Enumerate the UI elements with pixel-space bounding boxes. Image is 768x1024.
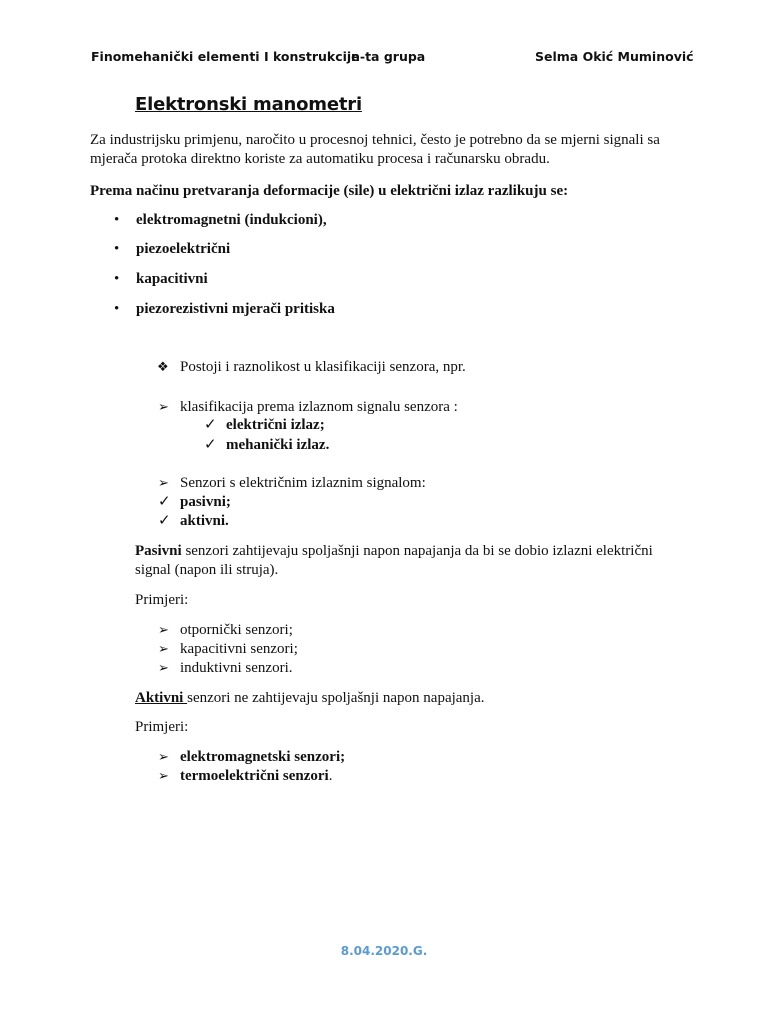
arrow-bullet-icon: ➢: [158, 622, 169, 637]
bullet-icon: •: [114, 212, 120, 228]
arrow-bullet-icon: ➢: [158, 399, 169, 414]
active-paragraph: [135, 688, 485, 708]
list-item: elektromagnetski senzori;: [180, 749, 346, 765]
diamond-item-text: Postoji i raznolikost u klasifikaciji senzora, npr.: [180, 359, 466, 375]
list-item: mehanički izlaz.: [226, 437, 330, 453]
list-item: kapacitivni: [136, 271, 208, 287]
list-item: otpornički senzori;: [180, 622, 293, 638]
intro-line-2: mjerača protoka direktno koriste za automatiku procesa i računarsku obradu.: [90, 151, 550, 167]
list-item: električni izlaz;: [226, 417, 325, 433]
list-item: kapacitivni senzori;: [180, 641, 298, 657]
active-description: senzori ne zahtijevaju spoljašnji napon napajanja.: [187, 690, 485, 706]
intro-line-1: Za industrijsku primjenu, naročito u procesnoj tehnici, često je potrebno da se mjerni signali sa: [90, 132, 660, 148]
active-term: Aktivni: [135, 690, 188, 706]
output-signal-label: klasifikacija prema izlaznom signalu senzora :: [180, 399, 458, 415]
bullet-icon: •: [114, 271, 120, 287]
electric-sensors-label: Senzori s električnim izlaznim signalom:: [180, 475, 426, 491]
list-item: pasivni;: [180, 494, 231, 510]
active-examples-label: Primjeri:: [135, 719, 189, 735]
check-icon: ✓: [158, 494, 171, 510]
arrow-bullet-icon: ➢: [158, 641, 169, 656]
page-title: Elektronski manometri: [135, 94, 362, 115]
list-item: aktivni.: [180, 513, 229, 529]
check-icon: ✓: [158, 513, 171, 529]
list-item: elektromagnetni (indukcioni),: [136, 212, 327, 228]
header-course: Finomehanički elementi I konstrukcije: [91, 49, 360, 64]
header-group: n-ta grupa: [351, 49, 426, 64]
arrow-bullet-icon: ➢: [158, 660, 169, 675]
list-item: induktivni senzori.: [180, 660, 293, 676]
bullet-icon: •: [114, 241, 120, 257]
passive-paragraph-line-2: signal (napon ili struja).: [135, 562, 279, 578]
list-item: piezoelektrični: [136, 241, 231, 257]
check-icon: ✓: [204, 437, 217, 453]
bullet-icon: •: [114, 301, 120, 317]
list-item: piezorezistivni mjerači pritiska: [136, 301, 335, 317]
passive-description: senzori zahtijevaju spoljašnji napon napajanja da bi se dobio izlazni električni: [181, 543, 653, 559]
footer-date: 8.04.2020.G.: [340, 944, 428, 958]
check-icon: ✓: [204, 417, 217, 433]
arrow-bullet-icon: ➢: [158, 749, 169, 764]
list-item-text: termoelektrični senzori: [180, 768, 329, 784]
passive-paragraph-line-1: [135, 541, 653, 561]
arrow-bullet-icon: ➢: [158, 768, 169, 783]
list-item: [180, 766, 332, 786]
diamond-bullet-icon: ❖: [157, 359, 169, 374]
list-item-period: .: [328, 768, 333, 784]
passive-term: Pasivni: [135, 543, 182, 559]
passive-examples-label: Primjeri:: [135, 592, 189, 608]
arrow-bullet-icon: ➢: [158, 475, 169, 490]
classification-heading: Prema načinu pretvaranja deformacije (sile) u električni izlaz razlikuju se:: [90, 183, 569, 199]
header-author: Selma Okić Muminović: [535, 49, 694, 64]
